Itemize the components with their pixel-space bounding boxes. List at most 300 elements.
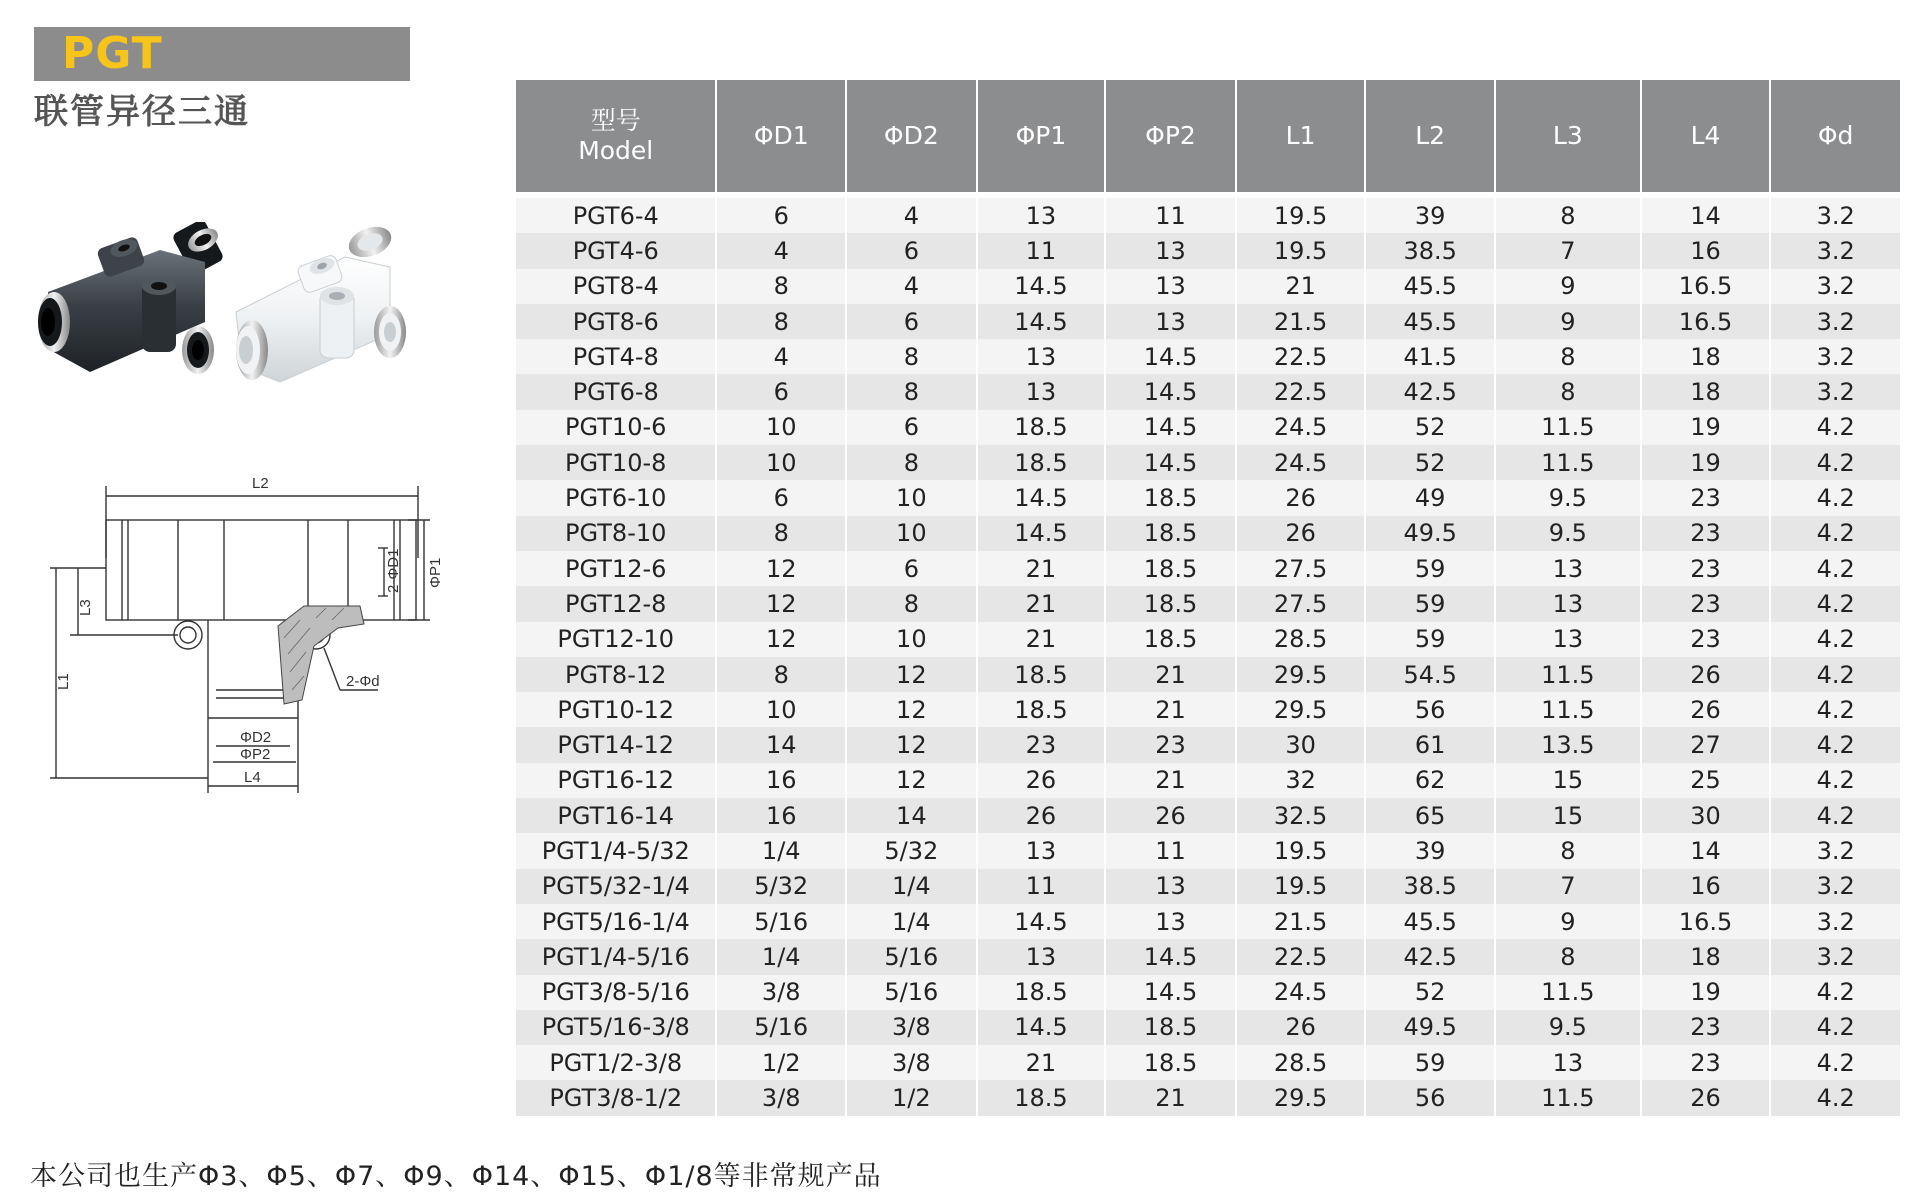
value-cell: 1/2 <box>846 1080 977 1115</box>
value-cell: 29.5 <box>1236 692 1366 727</box>
value-cell: 5/16 <box>846 939 977 974</box>
product-photo <box>30 222 472 392</box>
value-cell: 5/16 <box>716 1010 846 1045</box>
dim-label-d1: 2-ΦD1 <box>385 548 402 593</box>
value-cell: 18 <box>1641 939 1771 974</box>
table-row <box>516 304 1900 339</box>
value-cell: 13 <box>977 939 1106 974</box>
value-cell: 23 <box>1105 727 1236 762</box>
value-cell: 16.5 <box>1641 904 1771 939</box>
value-cell: 25 <box>1641 763 1771 798</box>
value-cell: 13 <box>1105 869 1236 904</box>
dim-label-p2: ΦP2 <box>240 746 271 763</box>
column-header: ΦD2 <box>846 80 977 195</box>
value-cell: 1/4 <box>716 939 846 974</box>
value-cell: 21 <box>1105 692 1236 727</box>
model-cell: PGT8-6 <box>516 304 716 339</box>
value-cell: 27 <box>1641 727 1771 762</box>
value-cell: 4.2 <box>1770 798 1900 833</box>
value-cell: 6 <box>846 410 977 445</box>
value-cell: 21 <box>977 586 1106 621</box>
value-cell: 18.5 <box>1105 1045 1236 1080</box>
table-row <box>516 692 1900 727</box>
table-row <box>516 727 1900 762</box>
value-cell: 39 <box>1365 195 1495 233</box>
value-cell: 56 <box>1365 1080 1495 1115</box>
value-cell: 7 <box>1495 233 1641 268</box>
value-cell: 11 <box>977 233 1106 268</box>
value-cell: 28.5 <box>1236 622 1366 657</box>
value-cell: 3/8 <box>846 1045 977 1080</box>
product-name: 联管异径三通 <box>34 92 250 132</box>
value-cell: 30 <box>1236 727 1366 762</box>
value-cell: 12 <box>846 692 977 727</box>
value-cell: 3.2 <box>1770 939 1900 974</box>
table-row <box>516 445 1900 480</box>
value-cell: 8 <box>716 304 846 339</box>
value-cell: 54.5 <box>1365 657 1495 692</box>
value-cell: 24.5 <box>1236 445 1366 480</box>
value-cell: 41.5 <box>1365 339 1495 374</box>
value-cell: 9.5 <box>1495 516 1641 551</box>
table-header-row <box>516 80 1900 195</box>
value-cell: 19.5 <box>1236 195 1366 233</box>
value-cell: 16.5 <box>1641 304 1771 339</box>
value-cell: 49 <box>1365 480 1495 515</box>
value-cell: 18.5 <box>1105 586 1236 621</box>
value-cell: 32 <box>1236 763 1366 798</box>
value-cell: 30 <box>1641 798 1771 833</box>
value-cell: 8 <box>1495 195 1641 233</box>
value-cell: 27.5 <box>1236 551 1366 586</box>
value-cell: 4.2 <box>1770 1080 1900 1115</box>
value-cell: 13.5 <box>1495 727 1641 762</box>
value-cell: 26 <box>1236 480 1366 515</box>
value-cell: 5/32 <box>716 869 846 904</box>
value-cell: 8 <box>846 374 977 409</box>
dark-fitting <box>38 222 225 374</box>
column-header: Φd <box>1770 80 1900 195</box>
value-cell: 23 <box>1641 586 1771 621</box>
table-row <box>516 233 1900 268</box>
value-cell: 11.5 <box>1495 975 1641 1010</box>
value-cell: 6 <box>846 304 977 339</box>
technical-drawing <box>48 468 488 798</box>
value-cell: 49.5 <box>1365 1010 1495 1045</box>
value-cell: 18.5 <box>977 975 1106 1010</box>
value-cell: 12 <box>716 551 846 586</box>
model-cell: PGT16-14 <box>516 798 716 833</box>
value-cell: 27.5 <box>1236 586 1366 621</box>
value-cell: 3.2 <box>1770 833 1900 868</box>
value-cell: 5/32 <box>846 833 977 868</box>
table-row <box>516 480 1900 515</box>
value-cell: 3/8 <box>716 1080 846 1115</box>
value-cell: 4 <box>846 269 977 304</box>
value-cell: 18.5 <box>1105 516 1236 551</box>
value-cell: 3.2 <box>1770 374 1900 409</box>
value-cell: 13 <box>1495 586 1641 621</box>
value-cell: 18.5 <box>977 1080 1106 1115</box>
value-cell: 23 <box>1641 1045 1771 1080</box>
value-cell: 8 <box>1495 339 1641 374</box>
value-cell: 14.5 <box>977 269 1106 304</box>
model-cell: PGT12-10 <box>516 622 716 657</box>
value-cell: 5/16 <box>846 975 977 1010</box>
model-cell: PGT1/4-5/16 <box>516 939 716 974</box>
value-cell: 16 <box>1641 869 1771 904</box>
value-cell: 4.2 <box>1770 516 1900 551</box>
value-cell: 18.5 <box>977 445 1106 480</box>
value-cell: 13 <box>1105 904 1236 939</box>
model-cell: PGT6-10 <box>516 480 716 515</box>
value-cell: 14 <box>846 798 977 833</box>
value-cell: 52 <box>1365 445 1495 480</box>
value-cell: 13 <box>1105 233 1236 268</box>
value-cell: 3.2 <box>1770 195 1900 233</box>
value-cell: 14.5 <box>1105 410 1236 445</box>
column-header-model <box>516 80 716 195</box>
value-cell: 4.2 <box>1770 551 1900 586</box>
value-cell: 21 <box>977 1045 1106 1080</box>
value-cell: 3.2 <box>1770 904 1900 939</box>
value-cell: 21 <box>977 622 1106 657</box>
value-cell: 4.2 <box>1770 622 1900 657</box>
value-cell: 19.5 <box>1236 833 1366 868</box>
value-cell: 14 <box>1641 195 1771 233</box>
value-cell: 8 <box>846 339 977 374</box>
model-cell: PGT4-6 <box>516 233 716 268</box>
spec-table <box>516 80 1900 1116</box>
value-cell: 19 <box>1641 410 1771 445</box>
value-cell: 4.2 <box>1770 480 1900 515</box>
value-cell: 7 <box>1495 869 1641 904</box>
value-cell: 38.5 <box>1365 233 1495 268</box>
value-cell: 59 <box>1365 622 1495 657</box>
value-cell: 14.5 <box>977 480 1106 515</box>
value-cell: 14.5 <box>1105 939 1236 974</box>
table-row <box>516 833 1900 868</box>
model-cell: PGT1/2-3/8 <box>516 1045 716 1080</box>
value-cell: 11.5 <box>1495 410 1641 445</box>
dim-label-l1: L1 <box>55 673 72 690</box>
model-cell: PGT3/8-5/16 <box>516 975 716 1010</box>
table-row <box>516 339 1900 374</box>
model-cell: PGT1/4-5/32 <box>516 833 716 868</box>
dim-label-d: 2-Φd <box>346 673 380 690</box>
table-row <box>516 586 1900 621</box>
value-cell: 22.5 <box>1236 339 1366 374</box>
model-cell: PGT5/16-3/8 <box>516 1010 716 1045</box>
value-cell: 18.5 <box>1105 1010 1236 1045</box>
value-cell: 18.5 <box>1105 622 1236 657</box>
model-cell: PGT12-8 <box>516 586 716 621</box>
value-cell: 12 <box>846 763 977 798</box>
value-cell: 12 <box>716 622 846 657</box>
footer-note: 本公司也生产Φ3、Φ5、Φ7、Φ9、Φ14、Φ15、Φ1/8等非常规产品 <box>30 1161 882 1192</box>
series-code: PGT <box>62 28 163 79</box>
value-cell: 18.5 <box>1105 480 1236 515</box>
white-fitting <box>236 222 406 382</box>
value-cell: 13 <box>1495 551 1641 586</box>
value-cell: 5/16 <box>716 904 846 939</box>
table-body <box>516 195 1900 1116</box>
value-cell: 10 <box>846 516 977 551</box>
value-cell: 6 <box>716 480 846 515</box>
model-cell: PGT12-6 <box>516 551 716 586</box>
value-cell: 14.5 <box>977 304 1106 339</box>
value-cell: 1/4 <box>846 869 977 904</box>
value-cell: 23 <box>1641 480 1771 515</box>
table-row <box>516 1080 1900 1115</box>
value-cell: 19.5 <box>1236 233 1366 268</box>
value-cell: 23 <box>1641 516 1771 551</box>
value-cell: 59 <box>1365 551 1495 586</box>
value-cell: 61 <box>1365 727 1495 762</box>
value-cell: 8 <box>1495 374 1641 409</box>
table-row <box>516 516 1900 551</box>
value-cell: 18 <box>1641 339 1771 374</box>
table-row <box>516 939 1900 974</box>
value-cell: 11 <box>977 869 1106 904</box>
table-row <box>516 374 1900 409</box>
value-cell: 8 <box>1495 939 1641 974</box>
value-cell: 21 <box>977 551 1106 586</box>
value-cell: 19 <box>1641 975 1771 1010</box>
column-header: L1 <box>1236 80 1366 195</box>
value-cell: 26 <box>1236 1010 1366 1045</box>
value-cell: 10 <box>716 445 846 480</box>
model-cell: PGT5/32-1/4 <box>516 869 716 904</box>
table-row <box>516 269 1900 304</box>
value-cell: 24.5 <box>1236 410 1366 445</box>
value-cell: 1/4 <box>716 833 846 868</box>
value-cell: 14 <box>1641 833 1771 868</box>
value-cell: 15 <box>1495 798 1641 833</box>
table-row <box>516 551 1900 586</box>
value-cell: 21 <box>1105 763 1236 798</box>
value-cell: 56 <box>1365 692 1495 727</box>
value-cell: 16 <box>716 798 846 833</box>
model-cell: PGT8-10 <box>516 516 716 551</box>
value-cell: 14.5 <box>1105 445 1236 480</box>
value-cell: 21 <box>1236 269 1366 304</box>
value-cell: 4.2 <box>1770 975 1900 1010</box>
value-cell: 11.5 <box>1495 445 1641 480</box>
value-cell: 3.2 <box>1770 233 1900 268</box>
model-cell: PGT6-4 <box>516 195 716 233</box>
value-cell: 18.5 <box>977 692 1106 727</box>
value-cell: 45.5 <box>1365 304 1495 339</box>
value-cell: 8 <box>846 586 977 621</box>
value-cell: 26 <box>977 798 1106 833</box>
value-cell: 4.2 <box>1770 692 1900 727</box>
value-cell: 65 <box>1365 798 1495 833</box>
table-row <box>516 763 1900 798</box>
value-cell: 28.5 <box>1236 1045 1366 1080</box>
model-cell: PGT3/8-1/2 <box>516 1080 716 1115</box>
value-cell: 14 <box>716 727 846 762</box>
value-cell: 22.5 <box>1236 939 1366 974</box>
value-cell: 8 <box>716 516 846 551</box>
value-cell: 29.5 <box>1236 657 1366 692</box>
table-row <box>516 1045 1900 1080</box>
value-cell: 26 <box>1236 516 1366 551</box>
table-row <box>516 657 1900 692</box>
column-header: L2 <box>1365 80 1495 195</box>
value-cell: 14.5 <box>1105 339 1236 374</box>
table-row <box>516 904 1900 939</box>
value-cell: 4.2 <box>1770 657 1900 692</box>
value-cell: 18.5 <box>977 657 1106 692</box>
value-cell: 3.2 <box>1770 269 1900 304</box>
value-cell: 13 <box>977 833 1106 868</box>
value-cell: 4.2 <box>1770 445 1900 480</box>
value-cell: 3.2 <box>1770 304 1900 339</box>
value-cell: 23 <box>977 727 1106 762</box>
value-cell: 59 <box>1365 1045 1495 1080</box>
value-cell: 14.5 <box>1105 975 1236 1010</box>
value-cell: 10 <box>716 692 846 727</box>
model-cell: PGT10-6 <box>516 410 716 445</box>
value-cell: 49.5 <box>1365 516 1495 551</box>
table-row <box>516 1010 1900 1045</box>
model-header-cn: 型号 <box>590 106 641 135</box>
value-cell: 10 <box>846 622 977 657</box>
value-cell: 45.5 <box>1365 269 1495 304</box>
value-cell: 24.5 <box>1236 975 1366 1010</box>
column-header: L4 <box>1641 80 1771 195</box>
value-cell: 11.5 <box>1495 1080 1641 1115</box>
value-cell: 6 <box>716 195 846 233</box>
value-cell: 19.5 <box>1236 869 1366 904</box>
value-cell: 13 <box>1495 622 1641 657</box>
value-cell: 23 <box>1641 622 1771 657</box>
value-cell: 14.5 <box>977 516 1106 551</box>
value-cell: 8 <box>716 657 846 692</box>
value-cell: 11 <box>1105 833 1236 868</box>
value-cell: 3.2 <box>1770 339 1900 374</box>
column-header: L3 <box>1495 80 1641 195</box>
value-cell: 4.2 <box>1770 1010 1900 1045</box>
table-row <box>516 622 1900 657</box>
value-cell: 23 <box>1641 551 1771 586</box>
value-cell: 9.5 <box>1495 1010 1641 1045</box>
value-cell: 4.2 <box>1770 1045 1900 1080</box>
value-cell: 13 <box>1495 1045 1641 1080</box>
value-cell: 4 <box>846 195 977 233</box>
value-cell: 18.5 <box>1105 551 1236 586</box>
value-cell: 62 <box>1365 763 1495 798</box>
value-cell: 9 <box>1495 304 1641 339</box>
table-row <box>516 975 1900 1010</box>
value-cell: 4 <box>716 233 846 268</box>
value-cell: 26 <box>1641 692 1771 727</box>
value-cell: 9 <box>1495 904 1641 939</box>
model-cell: PGT5/16-1/4 <box>516 904 716 939</box>
value-cell: 4.2 <box>1770 586 1900 621</box>
column-header: ΦP1 <box>977 80 1106 195</box>
value-cell: 13 <box>977 374 1106 409</box>
value-cell: 9.5 <box>1495 480 1641 515</box>
value-cell: 9 <box>1495 269 1641 304</box>
model-cell: PGT16-12 <box>516 763 716 798</box>
value-cell: 6 <box>716 374 846 409</box>
value-cell: 10 <box>716 410 846 445</box>
value-cell: 12 <box>846 657 977 692</box>
value-cell: 39 <box>1365 833 1495 868</box>
dim-label-p1: ΦP1 <box>427 557 444 588</box>
model-cell: PGT14-12 <box>516 727 716 762</box>
table-row <box>516 195 1900 233</box>
value-cell: 42.5 <box>1365 939 1495 974</box>
dim-label-d2: ΦD2 <box>240 729 272 746</box>
column-header: ΦD1 <box>716 80 846 195</box>
value-cell: 26 <box>1641 1080 1771 1115</box>
value-cell: 19 <box>1641 445 1771 480</box>
value-cell: 14.5 <box>977 1010 1106 1045</box>
model-cell: PGT8-12 <box>516 657 716 692</box>
value-cell: 14.5 <box>977 904 1106 939</box>
model-cell: PGT10-8 <box>516 445 716 480</box>
table-row <box>516 869 1900 904</box>
table-row <box>516 410 1900 445</box>
value-cell: 4.2 <box>1770 410 1900 445</box>
value-cell: 1/4 <box>846 904 977 939</box>
value-cell: 4.2 <box>1770 763 1900 798</box>
value-cell: 22.5 <box>1236 374 1366 409</box>
value-cell: 4 <box>716 339 846 374</box>
value-cell: 21.5 <box>1236 904 1366 939</box>
value-cell: 16 <box>1641 233 1771 268</box>
value-cell: 8 <box>716 269 846 304</box>
model-cell: PGT6-8 <box>516 374 716 409</box>
table-row <box>516 798 1900 833</box>
value-cell: 8 <box>846 445 977 480</box>
value-cell: 14.5 <box>1105 374 1236 409</box>
value-cell: 21 <box>1105 1080 1236 1115</box>
model-cell: PGT10-12 <box>516 692 716 727</box>
model-cell: PGT8-4 <box>516 269 716 304</box>
value-cell: 10 <box>846 480 977 515</box>
value-cell: 1/2 <box>716 1045 846 1080</box>
value-cell: 8 <box>1495 833 1641 868</box>
dim-label-l2: L2 <box>252 475 269 492</box>
value-cell: 11 <box>1105 195 1236 233</box>
value-cell: 13 <box>1105 269 1236 304</box>
dim-label-l4: L4 <box>244 769 261 786</box>
value-cell: 4.2 <box>1770 727 1900 762</box>
value-cell: 26 <box>1641 657 1771 692</box>
value-cell: 12 <box>846 727 977 762</box>
dim-label-l3: L3 <box>77 599 94 616</box>
value-cell: 6 <box>846 233 977 268</box>
value-cell: 3/8 <box>716 975 846 1010</box>
value-cell: 38.5 <box>1365 869 1495 904</box>
value-cell: 13 <box>1105 304 1236 339</box>
value-cell: 45.5 <box>1365 904 1495 939</box>
value-cell: 52 <box>1365 975 1495 1010</box>
column-header: ΦP2 <box>1105 80 1236 195</box>
value-cell: 16.5 <box>1641 269 1771 304</box>
value-cell: 32.5 <box>1236 798 1366 833</box>
model-cell: PGT4-8 <box>516 339 716 374</box>
value-cell: 18.5 <box>977 410 1106 445</box>
value-cell: 6 <box>846 551 977 586</box>
value-cell: 52 <box>1365 410 1495 445</box>
value-cell: 18 <box>1641 374 1771 409</box>
value-cell: 12 <box>716 586 846 621</box>
